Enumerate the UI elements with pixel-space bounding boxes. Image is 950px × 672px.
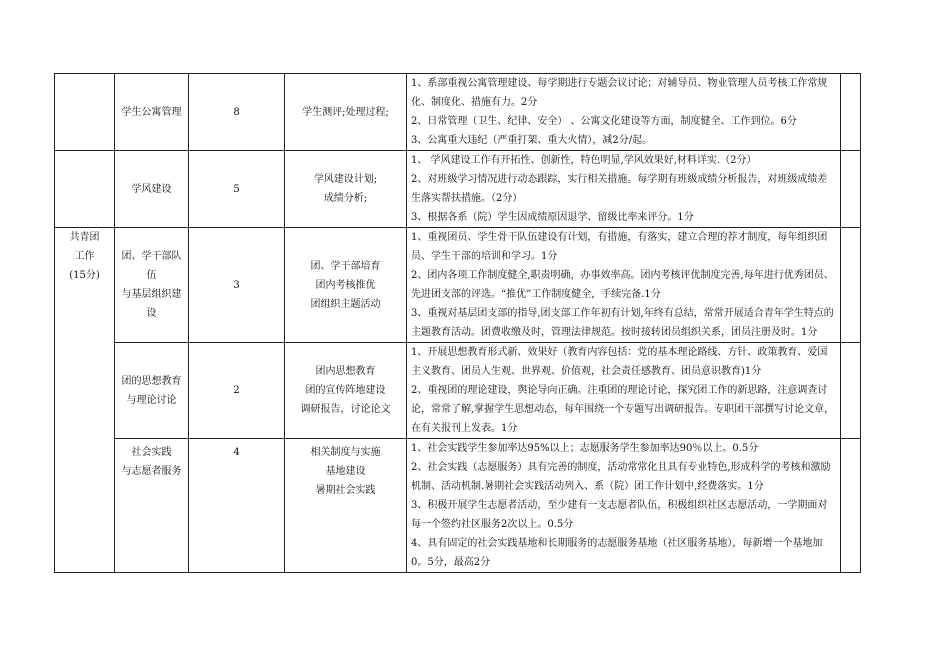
method-line: 团内思想教育 (315, 366, 376, 377)
criteria-cell (407, 228, 841, 343)
score-value: 2 (233, 385, 240, 396)
score-cell (189, 439, 285, 573)
category-line: 共青团 (69, 232, 100, 243)
criteria-item: 2、重视团的理论建设，舆论导向正确。注重团的理论讨论，探究团工作的新思路，注意调查讨论，常常了解,掌握学生思想动态，每年围绕一个专题写出调研报告。专职团干部撰写讨论文章，在有关报刊上发表。1分 (411, 385, 835, 434)
blank-cell (841, 343, 861, 439)
item-line: 与基层组织建 (121, 289, 182, 300)
item-line: 团、学干部队 (121, 251, 182, 262)
method-cell (285, 228, 407, 343)
score-cell (189, 228, 285, 343)
category-line: (15分) (69, 270, 100, 281)
criteria-item: 1、系部重视公寓管理建设、每学期进行专题会议讨论；对辅导员、物业管理人员考核工作常规化、制度化、措施有力。2分 (411, 78, 828, 108)
item-line: 与理论讨论 (126, 394, 177, 406)
item-name: 学生公寓管理 (121, 106, 182, 118)
criteria-cell (407, 74, 841, 151)
blank-cell (841, 439, 861, 573)
method-cell (285, 343, 407, 439)
criteria-cell (407, 343, 841, 439)
item-name: 学风建设 (131, 183, 172, 195)
criteria-item: 2、日常管理（卫生、纪律、安全） 、公寓文化建设等方面，制度健全、工作到位。6分 (411, 116, 797, 127)
criteria-item: 2、社会实践（志愿服务）具有完善的制度，活动常常化且具有专业特色,形成科学的考核和激励机制、活动机制.暑期社会实践活动列入、系（院）团工作计划中,经费落实。1分 (411, 462, 831, 492)
item-name-cell (115, 228, 189, 343)
table-row (55, 439, 861, 573)
criteria-item: 2、团内各项工作制度健全,职责明确，办事效率高。团内考核评优制度完善,每年进行优秀团员、先进团支部的评选。“推优”工作制度健全，手续完备.1分 (411, 270, 834, 300)
method-line: 基地建设 (325, 466, 366, 477)
method-line: 团、学干部培育 (310, 260, 381, 272)
table-row (55, 74, 861, 151)
method-line: 团的宣传阵地建设 (305, 385, 386, 396)
blank-cell (841, 228, 861, 343)
score-cell (189, 151, 285, 228)
score-value: 5 (233, 183, 240, 195)
method-line: 成绩分析; (323, 193, 368, 204)
method-line: 团内考核推优 (315, 279, 376, 291)
criteria-item: 1、重视团员、学生骨干队伍建设有计划，有措施，有落实，建立合理的荐才制度，每年组织团员、学生干部的培训和学习。1分 (411, 232, 828, 262)
item-name-cell (115, 343, 189, 439)
item-name-cell (115, 439, 189, 573)
table-row (55, 151, 861, 228)
item-line: 团的思想教育 (121, 375, 182, 387)
table-row (55, 343, 861, 439)
criteria-item: 3、根据各系（院）学生因成绩原因退学、留级比率来评分。1分 (411, 212, 694, 223)
item-line: 社会实践 (131, 447, 172, 458)
method-line: 调研报告，讨论论文 (300, 404, 391, 415)
method-text: 学生测评;处理过程; (302, 106, 389, 118)
item-line: 与志愿者服务 (121, 466, 182, 477)
criteria-cell (407, 439, 841, 573)
method-line: 学风建设计划; (313, 174, 378, 185)
criteria-cell (407, 151, 841, 228)
method-cell (285, 439, 407, 573)
category-cell-empty (55, 151, 115, 228)
method-cell (285, 74, 407, 151)
category-cell-empty (55, 74, 115, 151)
blank-cell (841, 151, 861, 228)
category-cell (55, 228, 115, 573)
item-name-cell (115, 151, 189, 228)
table-row (55, 228, 861, 343)
item-line: 设 (146, 308, 157, 319)
method-line: 团组织主题活动 (310, 298, 381, 310)
criteria-item: 2、对班级学习情况进行动态跟踪，实行相关措施。每学期有班级成绩分析报告，对班级成绩差生落实帮扶措施。（2分） (411, 174, 828, 204)
criteria-item: 1、 学风建设工作有开拓性、创新性，特色明显,学风效果好,材料详实.（2分） (411, 155, 757, 166)
criteria-item: 3、重视对基层团支部的指导,团支部工作年初有计划,年终有总结，常常开展适合青年学生特点的主题教育活动。团费收缴及时，管理法律规范。按时接转团员组织关系，团员注册及时。1分 (411, 308, 834, 338)
criteria-item: 3、积极开展学生志愿者活动，至少建有一支志愿者队伍，积极组织社区志愿活动，一学期面对每一个签约社区服务2次以上。0.5分 (411, 500, 828, 530)
criteria-item: 1、社会实践学生参加率达95%以上；志愿服务学生参加率达90％以上。0.5分 (411, 443, 759, 454)
method-cell (285, 151, 407, 228)
score-cell (189, 74, 285, 151)
criteria-item: 4、具有固定的社会实践基地和长期服务的志愿服务基地（社区服务基地），每新增一个基地加0。5分，最高2分 (411, 538, 823, 568)
score-value: 8 (233, 106, 240, 118)
category-line: 工作 (74, 251, 95, 262)
blank-cell (841, 74, 861, 151)
criteria-item: 1、开展思想教育形式新、效果好（教育内容包括：党的基本理论路线、方针、政策教育、爱国主义教育、团员人生观、世界观、价值观，社会责任感教育、团员意识教育)1分 (411, 347, 828, 377)
item-name-cell (115, 74, 189, 151)
method-line: 相关制度与实施 (310, 447, 381, 458)
item-line: 伍 (146, 270, 157, 281)
criteria-item: 3、公寓重大违纪（严重打架、重大火情），减2分/起。 (411, 135, 653, 146)
evaluation-table (54, 73, 861, 573)
method-line: 暑期社会实践 (315, 485, 376, 496)
score-cell (189, 343, 285, 439)
score-value: 3 (233, 279, 240, 291)
score-value: 4 (233, 447, 240, 458)
